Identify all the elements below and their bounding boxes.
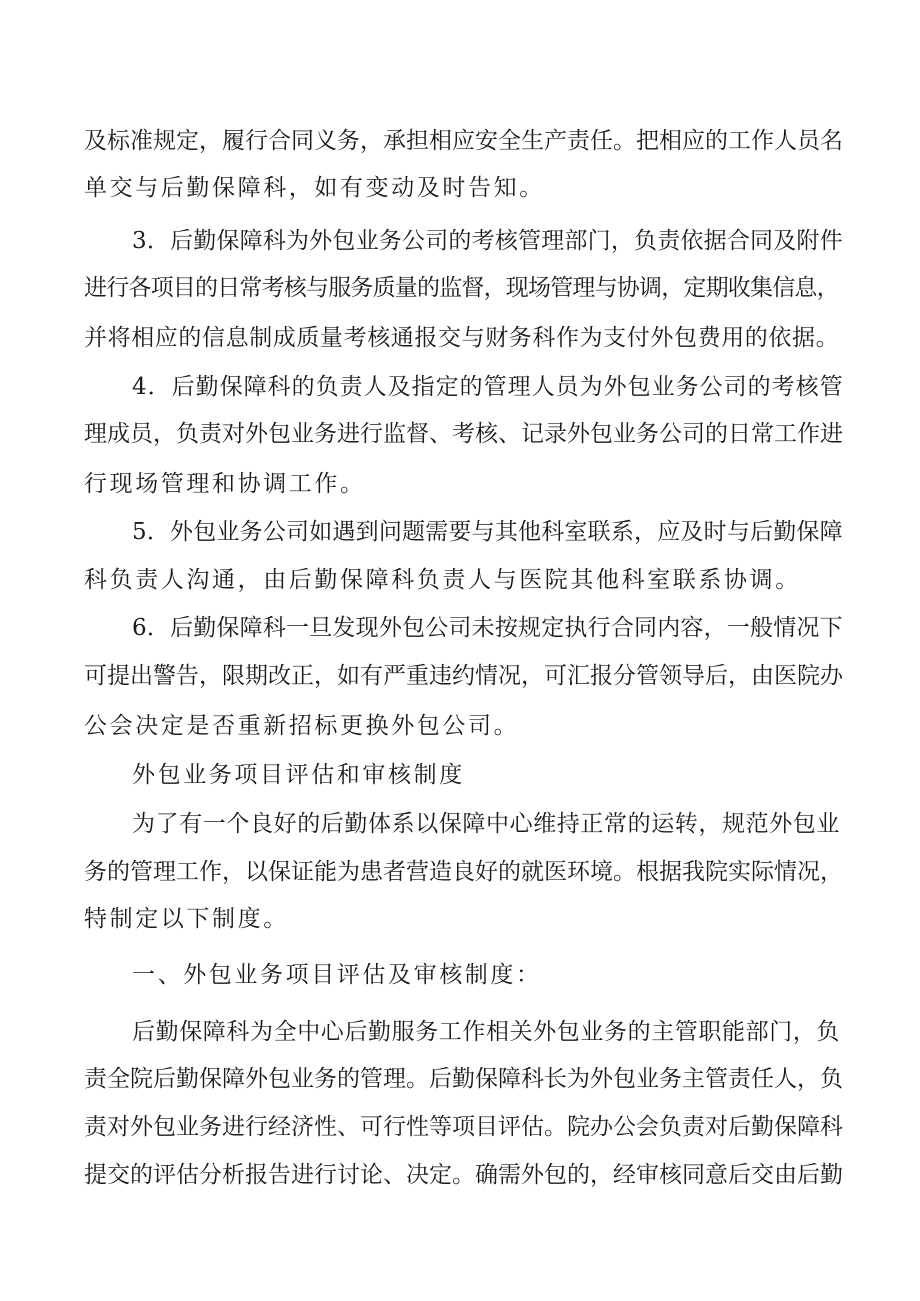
text-line: 理成员，负责对外包业务进行监督、考核、记录外包业务公司的日常工作进 — [84, 421, 843, 447]
text-line: 及标准规定，履行合同义务，承担相应安全生产责任。把相应的工作人员名 — [84, 128, 843, 154]
text-line: 务的管理工作，以保证能为患者营造良好的就医环境。根据我院实际情况， — [84, 859, 843, 885]
text-line: 6．后勤保障科一旦发现外包公司未按规定执行合同内容，一般情况下 — [132, 615, 843, 641]
section-heading: 一、外包业务项目评估及审核制度： — [132, 962, 542, 988]
text-line: 并将相应的信息制成质量考核通报交与财务科作为支付外包费用的依据。 — [84, 325, 840, 351]
text-line: 科负责人沟通，由后勤保障科负责人与医院其他科室联系协调。 — [84, 567, 801, 593]
text-line: 公会决定是否重新招标更换外包公司。 — [84, 713, 520, 739]
text-line: 提交的评估分析报告进行讨论、决定。确需外包的，经审核同意后交由后勤 — [84, 1162, 843, 1188]
text-line: 进行各项目的日常考核与服务质量的监督，现场管理与协调，定期收集信息， — [84, 275, 839, 301]
text-line: 后勤保障科为全中心后勤服务工作相关外包业务的主管职能部门，负 — [132, 1019, 840, 1045]
text-line: 特制定以下制度。 — [84, 906, 289, 932]
text-line: 单交与后勤保障科，如有变动及时告知。 — [84, 175, 545, 201]
section-heading: 外包业务项目评估和审核制度 — [132, 762, 465, 788]
text-line: 为了有一个良好的后勤体系以保障中心维持正常的运转，规范外包业 — [132, 811, 840, 837]
text-line: 5．外包业务公司如遇到问题需要与其他科室联系，应及时与后勤保障 — [132, 519, 843, 545]
text-line: 3．后勤保障科为外包业务公司的考核管理部门，负责依据合同及附件 — [132, 228, 843, 254]
text-line: 4．后勤保障科的负责人及指定的管理人员为外包业务公司的考核管 — [132, 374, 844, 400]
text-line: 责对外包业务进行经济性、可行性等项目评估。院办公会负责对后勤保障科 — [84, 1114, 843, 1140]
text-line: 行现场管理和协调工作。 — [84, 471, 366, 497]
text-line: 可提出警告，限期改正，如有严重违约情况，可汇报分管领导后，由医院办 — [84, 663, 843, 689]
text-line: 责全院后勤保障外包业务的管理。后勤保障科长为外包业务主管责任人，负 — [84, 1066, 843, 1092]
